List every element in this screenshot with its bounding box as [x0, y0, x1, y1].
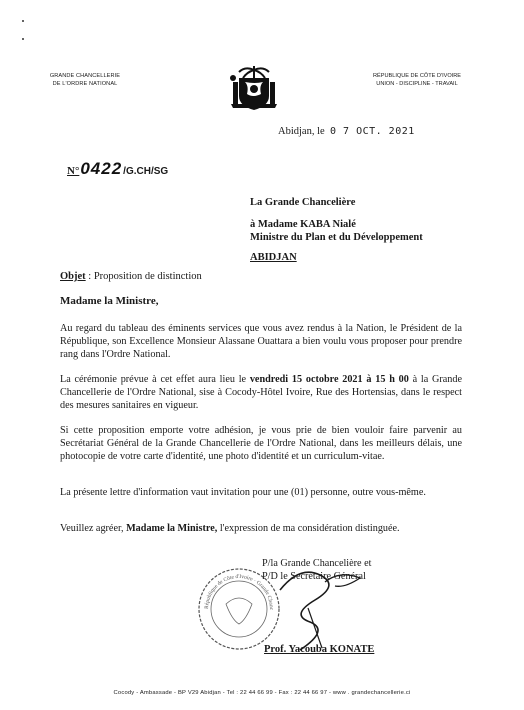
- paragraph-2: [60, 373, 462, 412]
- place-label: Abidjan, le: [278, 126, 325, 137]
- institution-header: [30, 72, 140, 88]
- closing-start: Veuillez agréer,: [60, 523, 127, 534]
- recipient-block: [250, 218, 423, 264]
- paragraph-5: [60, 522, 462, 535]
- reference-suffix: /G.CH/SG: [123, 166, 169, 177]
- letter-object: [60, 271, 202, 282]
- closing-end: l'expression de ma considération distinguée.: [217, 523, 400, 534]
- signatory-name: [264, 644, 374, 655]
- stamp-text: République de Côte d'Ivoire · Grande Chanc: [203, 573, 275, 611]
- signature-line-1: P/la Grande Chancelière et: [262, 558, 372, 569]
- object-text: : Proposition de distinction: [85, 271, 202, 282]
- country-name: RÉPUBLIQUE DE CÔTE D'IVOIRE: [372, 73, 462, 79]
- paragraph-1: Au regard du tableau des éminents services que vous avez rendus à la Nation, le Président de la République, son Excellence Monsieur Alassane Ouattara a bien voulu vous proposer pour prendre rang dans l'Ordre National.: [60, 323, 462, 360]
- salutation: Madame la Ministre,: [60, 295, 159, 307]
- paragraph-2-start: La cérémonie prévue à cet effet aura lieu le: [60, 374, 250, 385]
- scan-speck: [22, 20, 24, 22]
- closing-addressee: Madame la Ministre,: [126, 523, 218, 534]
- paragraph-3: Si cette proposition emporte votre adhésion, je vous prie de bien vouloir faire parvenir au Secrétariat Général de la Grande Chancellerie de l'Ordre National, dans les meilleurs délais, une photocopie de votre carte d'identité, une photo d'identité et un curriculum-vitae.: [60, 425, 462, 462]
- recipient-title: Ministre du Plan et du Développement: [250, 232, 423, 243]
- scan-speck: [22, 38, 24, 40]
- recipient-city: ABIDJAN: [250, 252, 297, 263]
- ceremony-datetime: vendredi 15 octobre 2021 à 15 h 00: [249, 374, 409, 385]
- signatory-name-text: Prof. Yacouba KONATE: [264, 644, 375, 655]
- country-header: [352, 72, 482, 88]
- paragraph-2-end: à la Grande Chancellerie de l'Ordre National, sise à Cocody-Hôtel Ivoire, Rue des Hortensias, dans le respect des mesures sanitaires en vigueur.: [60, 374, 462, 411]
- signature-line-2: P/D le Secrétaire Général: [262, 571, 366, 582]
- reference-handwritten-number: 0422: [80, 159, 123, 178]
- reference-prefix: N°: [67, 165, 80, 177]
- institution-line-1: GRANDE CHANCELLERIE: [49, 73, 121, 79]
- sender: La Grande Chancelière: [250, 197, 356, 208]
- coat-of-arms-emblem: [223, 64, 285, 112]
- country-motto: UNION - DISCIPLINE - TRAVAIL: [376, 81, 458, 87]
- paragraph-4: La présente lettre d'information vaut invitation pour une (01) personne, outre vous-même.: [60, 487, 426, 498]
- reference-number: [67, 159, 168, 179]
- object-label: Objet: [60, 271, 86, 282]
- institution-line-2: DE L'ORDRE NATIONAL: [52, 81, 118, 87]
- footer-contact: Cocody - Ambassade - BP V29 Abidjan - Tel : 22 44 66 99 - Fax : 22 44 66 97 - www . grandechancellerie.ci: [113, 690, 411, 696]
- recipient-name: à Madame KABA Nialé: [250, 219, 356, 230]
- date-stamp: 0 7 OCT. 2021: [330, 126, 415, 137]
